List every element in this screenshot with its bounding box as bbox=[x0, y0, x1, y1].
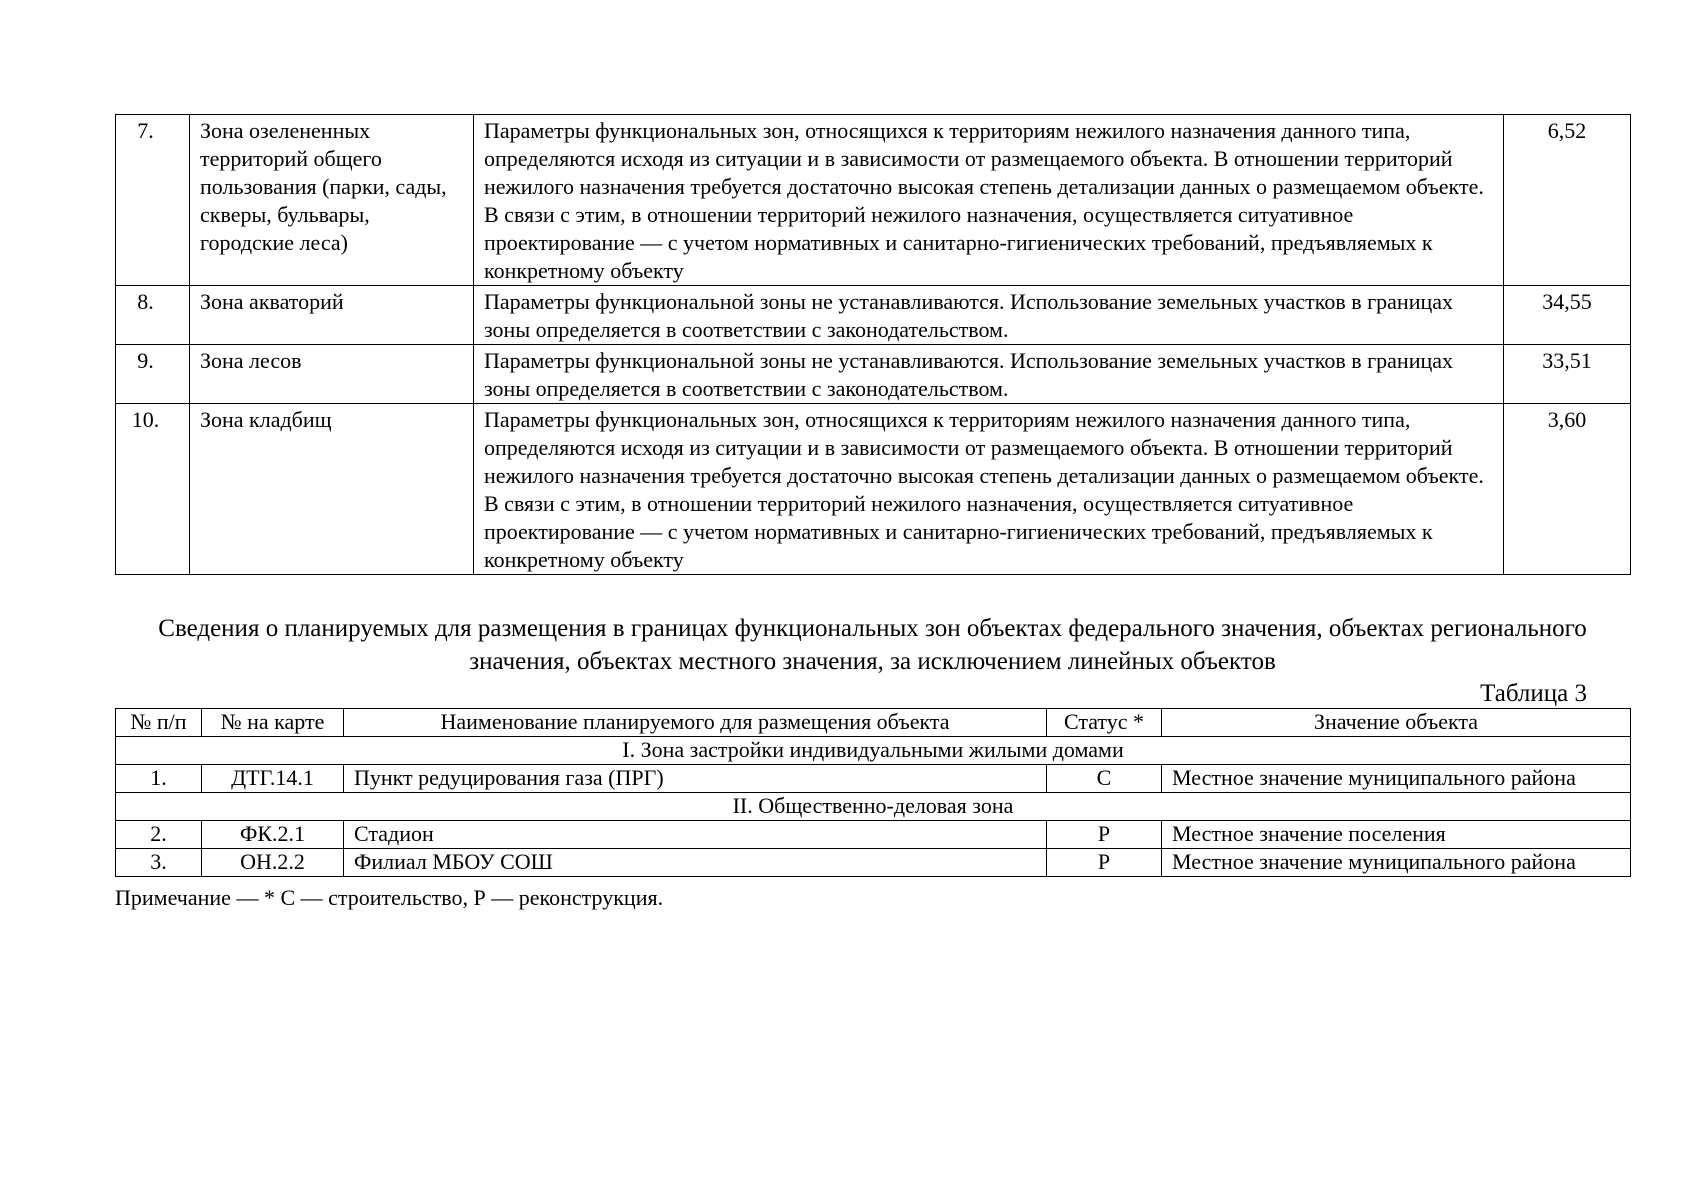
table-row bbox=[116, 345, 1631, 404]
table-header-row bbox=[116, 709, 1631, 737]
object-name: Пункт редуцирования газа (ПРГ) bbox=[344, 765, 1047, 793]
table-row bbox=[116, 286, 1631, 345]
zone-name: Зона лесов bbox=[190, 345, 474, 404]
zone-area: 6,52 bbox=[1504, 115, 1631, 286]
zone-name: Зона озелененных территорий общего пользования (парки, сады, скверы, бульвары, городские леса) bbox=[190, 115, 474, 286]
zone-parameters: Параметры функциональных зон, относящихся к территориям нежилого назначения данного типа, определяются исходя из ситуации и в зависимости от размещаемого объекта. В отношении территорий нежилого назначения требуется достаточно высокая степень детализации данных о размещаемом объекте. В связи с этим, в отношении территорий нежилого назначения, осуществляется ситуативное проектирование — с учетом нормативных и санитарно-гигиенических требований, предъявляемых к конкретному объекту bbox=[474, 115, 1504, 286]
column-header-number: № п/п bbox=[116, 709, 202, 737]
zone-name: Зона акваторий bbox=[190, 286, 474, 345]
table-caption: Таблица 3 bbox=[1480, 680, 1587, 707]
zone-parameters: Параметры функциональной зоны не устанавливаются. Использование земельных участков в границах зоны определяется в соответствии с законодательством. bbox=[474, 286, 1504, 345]
object-number: 1. bbox=[116, 765, 202, 793]
object-number: 3. bbox=[116, 849, 202, 877]
object-value: Местное значение муниципального района bbox=[1162, 765, 1631, 793]
zone-area: 3,60 bbox=[1504, 404, 1631, 575]
table-row bbox=[116, 404, 1631, 575]
object-number: 2. bbox=[116, 821, 202, 849]
section-heading: Сведения о планируемых для размещения в границах функциональных зон объектах федерального значения, объектах регионального значения, объектах местного значения, за исключением линейных объектов bbox=[158, 615, 1587, 675]
zone-area: 33,51 bbox=[1504, 345, 1631, 404]
group-title: II. Общественно-деловая зона bbox=[116, 793, 1631, 821]
table-row bbox=[116, 821, 1631, 849]
group-row bbox=[116, 793, 1631, 821]
zone-parameters: Параметры функциональных зон, относящихся к территориям нежилого назначения данного типа, определяются исходя из ситуации и в зависимости от размещаемого объекта. В отношении территорий нежилого назначения требуется достаточно высокая степень детализации данных о размещаемом объекте. В связи с этим, в отношении территорий нежилого назначения, осуществляется ситуативное проектирование — с учетом нормативных и санитарно-гигиенических требований, предъявляемых к конкретному объекту bbox=[474, 404, 1504, 575]
group-title: I. Зона застройки индивидуальными жилыми домами bbox=[116, 737, 1631, 765]
object-value: Местное значение муниципального района bbox=[1162, 849, 1631, 877]
table-row bbox=[116, 765, 1631, 793]
zone-number: 10. bbox=[116, 404, 190, 575]
object-map-number: ОН.2.2 bbox=[202, 849, 344, 877]
planned-objects-table bbox=[115, 708, 1631, 877]
object-status: С bbox=[1047, 765, 1162, 793]
object-status: Р bbox=[1047, 849, 1162, 877]
object-value: Местное значение поселения bbox=[1162, 821, 1631, 849]
object-name: Филиал МБОУ СОШ bbox=[344, 849, 1047, 877]
column-header-object-name: Наименование планируемого для размещения объекта bbox=[344, 709, 1047, 737]
table-row bbox=[116, 849, 1631, 877]
table-footnote: Примечание — * С — строительство, Р — реконструкция. bbox=[115, 885, 664, 910]
zone-number: 7. bbox=[116, 115, 190, 286]
object-status: Р bbox=[1047, 821, 1162, 849]
zone-number: 9. bbox=[116, 345, 190, 404]
group-row bbox=[116, 737, 1631, 765]
zone-number: 8. bbox=[116, 286, 190, 345]
object-name: Стадион bbox=[344, 821, 1047, 849]
zone-area: 34,55 bbox=[1504, 286, 1631, 345]
object-map-number: ФК.2.1 bbox=[202, 821, 344, 849]
column-header-object-value: Значение объекта bbox=[1162, 709, 1631, 737]
table-row bbox=[116, 115, 1631, 286]
column-header-status: Статус * bbox=[1047, 709, 1162, 737]
zone-parameters: Параметры функциональной зоны не устанавливаются. Использование земельных участков в границах зоны определяется в соответствии с законодательством. bbox=[474, 345, 1504, 404]
column-header-map-number: № на карте bbox=[202, 709, 344, 737]
zone-name: Зона кладбищ bbox=[190, 404, 474, 575]
object-map-number: ДТГ.14.1 bbox=[202, 765, 344, 793]
functional-zones-table bbox=[115, 114, 1631, 575]
